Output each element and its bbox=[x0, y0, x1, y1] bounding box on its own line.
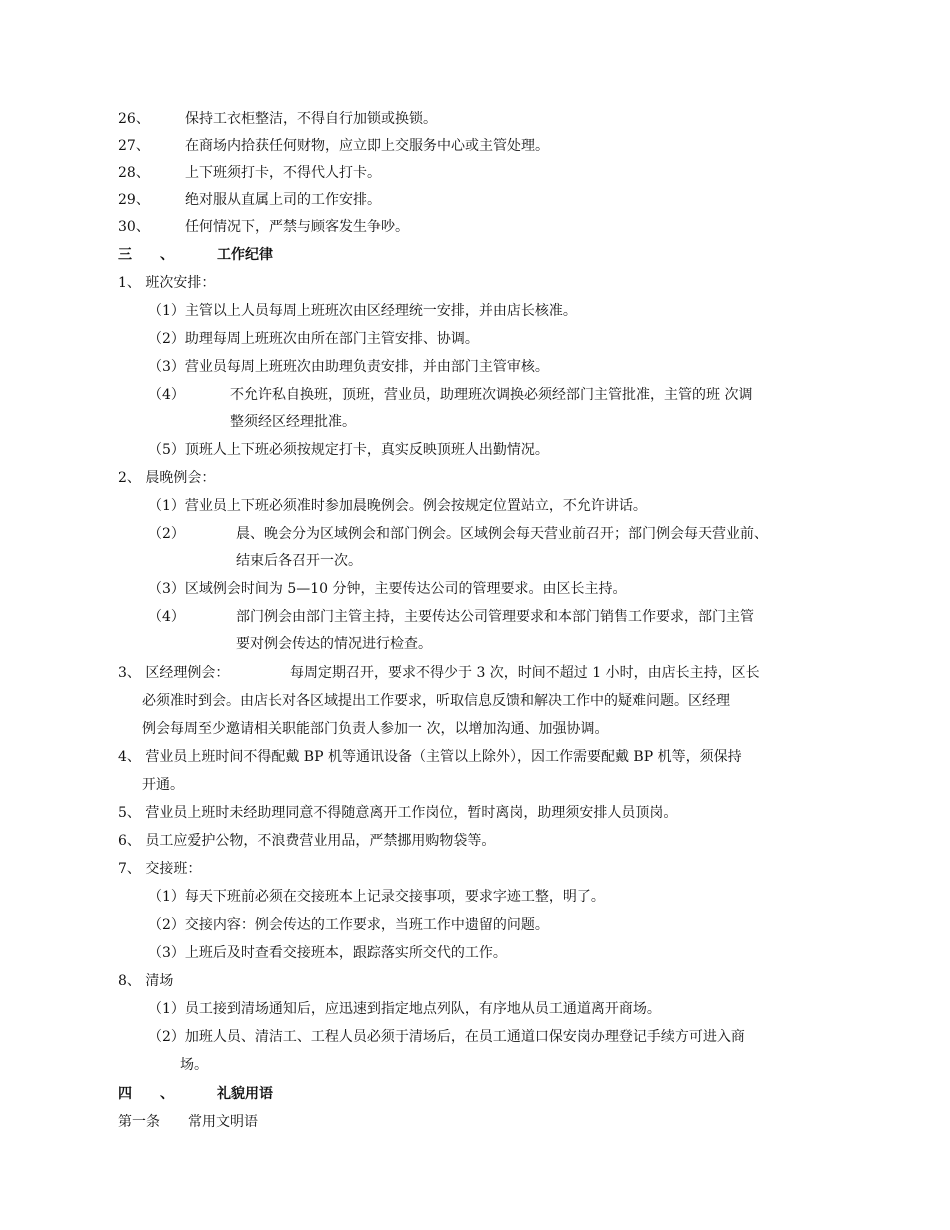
rule-26-text: 保持工衣柜整洁，不得自行加锁或换锁。 bbox=[185, 111, 437, 127]
item-4-line-1: 4、 营业员上班时间不得配戴 BP 机等通讯设备（主管以上除外），因工作需要配戴 BP 机等，须保持 bbox=[118, 749, 742, 765]
rule-27-text: 在商场内拾获任何财物，应立即上交服务中心或主管处理。 bbox=[185, 138, 549, 154]
section-4-separator: 、 bbox=[160, 1086, 174, 1102]
section-3-number: 三 bbox=[118, 247, 132, 263]
rule-28-number: 28、 bbox=[118, 165, 150, 181]
rule-27-number: 27、 bbox=[118, 138, 150, 154]
item-2-sub-1: （1）营业员上下班必须准时参加晨晚例会。例会按规定位置站立，不允许讲话。 bbox=[148, 498, 647, 514]
item-2-sub-2-line-1: 晨、晚会分为区域例会和部门例会。区域例会每天营业前召开；部门例会每天营业前、 bbox=[236, 526, 768, 542]
rule-30-number: 30、 bbox=[118, 219, 150, 235]
section-4-number: 四 bbox=[118, 1086, 132, 1102]
item-1-sub-5: （5）顶班人上下班必须按规定打卡，真实反映顶班人出勤情况。 bbox=[148, 442, 549, 458]
item-1-sub-4-number: （4） bbox=[148, 387, 185, 403]
item-3-line-2: 必须准时到会。由店长对各区域提出工作要求，听取信息反馈和解决工作中的疑难问题。区经理 bbox=[142, 693, 730, 709]
item-8-sub-2-line-1: （2）加班人员、清洁工、工程人员必须于清场后，在员工通道口保安岗办理登记手续方可进入商 bbox=[148, 1029, 745, 1045]
rule-30-text: 任何情况下，严禁与顾客发生争吵。 bbox=[185, 219, 409, 235]
item-7-sub-1: （1）每天下班前必须在交接班本上记录交接事项，要求字迹工整，明了。 bbox=[148, 889, 605, 905]
item-2-title: 2、 晨晚例会： bbox=[118, 470, 216, 486]
item-2-sub-2-line-2: 结束后各召开一次。 bbox=[236, 553, 362, 569]
item-8-sub-1: （1）员工接到清场通知后，应迅速到指定地点列队，有序地从员工通道离开商场。 bbox=[148, 1001, 661, 1017]
item-5: 5、 营业员上班时未经助理同意不得随意离开工作岗位，暂时离岗，助理须安排人员顶岗。 bbox=[118, 805, 678, 821]
item-6: 6、 员工应爱护公物，不浪费营业用品，严禁挪用购物袋等。 bbox=[118, 833, 496, 849]
item-8-title: 8、 清场 bbox=[118, 973, 174, 989]
item-1-title: 1、 班次安排： bbox=[118, 275, 216, 291]
item-8-sub-2-line-2: 场。 bbox=[180, 1057, 208, 1073]
rule-29-text: 绝对服从直属上司的工作安排。 bbox=[185, 192, 381, 208]
item-7-sub-3: （3）上班后及时查看交接班本，跟踪落实所交代的工作。 bbox=[148, 945, 507, 961]
item-3-line-1: 每周定期召开，要求不得少于 3 次，时间不超过 1 小时，由店长主持，区长 bbox=[290, 665, 760, 681]
item-7-title: 7、 交接班： bbox=[118, 861, 202, 877]
item-1-sub-3: （3）营业员每周上班班次由助理负责安排，并由部门主管审核。 bbox=[148, 359, 549, 375]
item-7-sub-2: （2）交接内容：例会传达的工作要求，当班工作中遗留的问题。 bbox=[148, 917, 549, 933]
section-3-separator: 、 bbox=[160, 247, 174, 263]
item-3-line-3: 例会每周至少邀请相关职能部门负责人参加一 次，以增加沟通、加强协调。 bbox=[142, 721, 609, 737]
item-1-sub-1: （1）主管以上人员每周上班班次由区经理统一安排，并由店长核准。 bbox=[148, 303, 577, 319]
rule-26-number: 26、 bbox=[118, 111, 150, 127]
item-2-sub-4-line-2: 要对例会传达的情况进行检查。 bbox=[236, 636, 432, 652]
article-1-title: 常用文明语 bbox=[188, 1114, 258, 1130]
item-2-sub-4-line-1: 部门例会由部门主管主持，主要传达公司管理要求和本部门销售工作要求，部门主管 bbox=[236, 609, 754, 625]
section-3-title: 工作纪律 bbox=[217, 247, 273, 263]
item-4-line-2: 开通。 bbox=[142, 777, 184, 793]
rule-29-number: 29、 bbox=[118, 192, 150, 208]
item-1-sub-4-line-1: 不允许私自换班，顶班，营业员，助理班次调换必须经部门主管批准，主管的班 次调 bbox=[230, 387, 753, 403]
item-2-sub-4-number: （4） bbox=[148, 609, 185, 625]
rule-28-text: 上下班须打卡，不得代人打卡。 bbox=[185, 165, 381, 181]
item-2-sub-3: （3）区域例会时间为 5—10 分钟，主要传达公司的管理要求。由区长主持。 bbox=[148, 581, 627, 597]
article-1-label: 第一条 bbox=[118, 1114, 160, 1130]
section-4-title: 礼貌用语 bbox=[217, 1086, 273, 1102]
item-1-sub-4-line-2: 整须经区经理批准。 bbox=[230, 414, 356, 430]
item-3-label: 3、 区经理例会： bbox=[118, 665, 230, 681]
item-2-sub-2-number: （2） bbox=[148, 526, 185, 542]
item-1-sub-2: （2）助理每周上班班次由所在部门主管安排、协调。 bbox=[148, 331, 479, 347]
